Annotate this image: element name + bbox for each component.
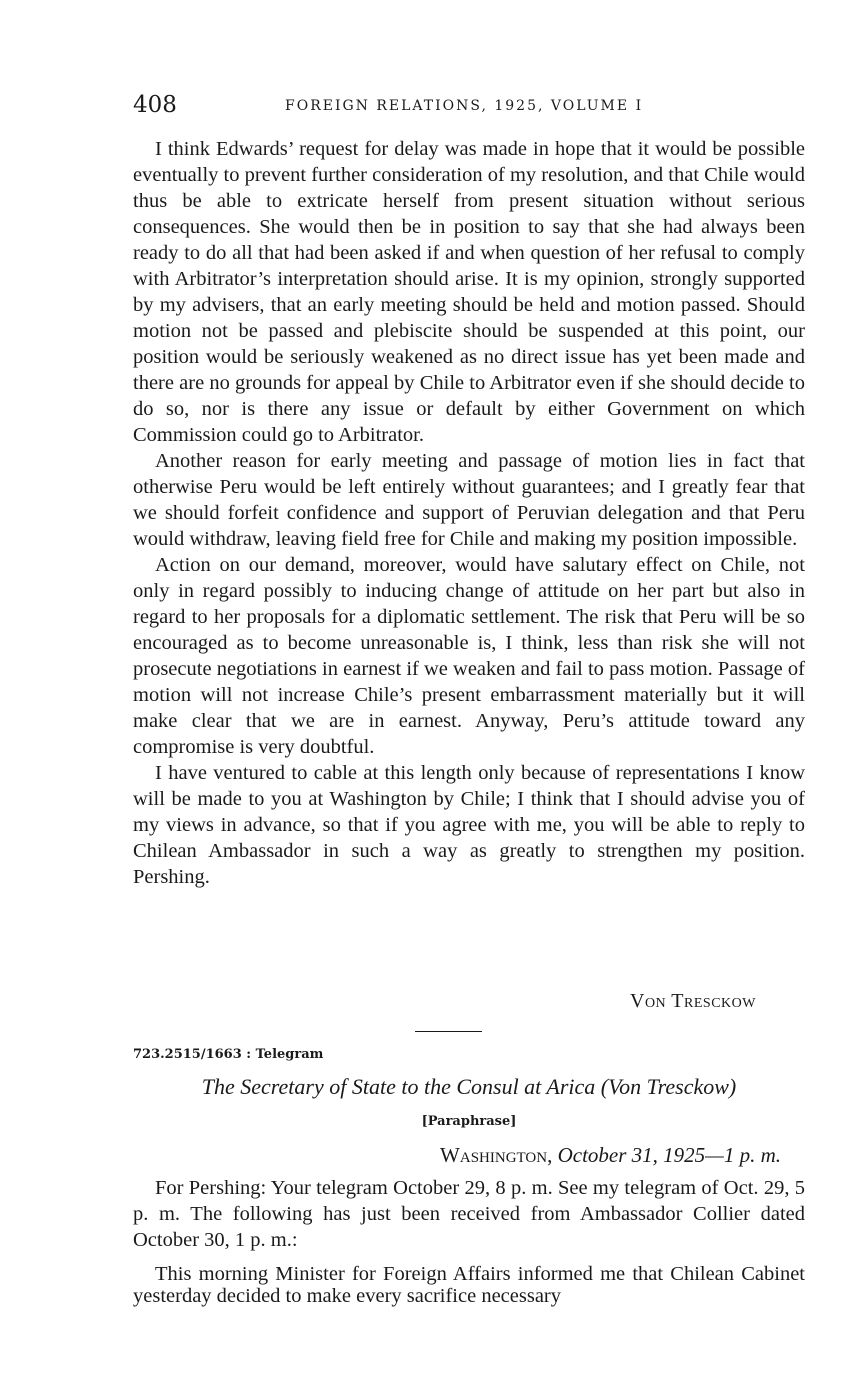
dateline-place: Washington, [440,1143,553,1167]
document-title: The Secretary of State to the Consul at Arica (Von Tresckow) [201,1074,737,1099]
paragraph: Another reason for early meeting and passage of motion lies in fact that otherwise Peru would be left entirely without guarantees; and I greatly fear that we should forfeit confidence and support of Peruvian delegation and that Peru would withdraw, leaving field free for Chile and making my position impossible. [133,450,805,550]
dateline-date: October 31, 1925—1 p. m. [557,1143,781,1167]
dateline [133,1143,781,1168]
page-header [133,92,805,122]
running-title: FOREIGN RELATIONS, 1925, VOLUME I [285,98,644,114]
paragraph: I think Edwards’ request for delay was made in hope that it would be possible eventually to prevent further consideration of my resolution, and that Chile would thus be able to extricate herself from present situation without serious consequences. She would then be in position to say that she had always been ready to do all that had been asked if and when question of her refusal to comply with Arbitrator’s interpretation should arise. It is my opinion, strongly supported by my advisers, that an early meeting should be held and motion passed. Should motion not be passed and plebiscite should be suspended at this point, our position would be seriously weakened as no direct issue has yet been made and there are no grounds for appeal by Chile to Arbitrator even if she should decide to do so, nor is there any issue or default by either Government on which Commission could go to Arbitrator. [133,138,805,446]
paragraph: For Pershing: Your telegram October 29, 8 p. m. See my telegram of Oct. 29, 5 p. m. The following has just been received from Ambassador Collier dated October 30, 1 p. m.: [133,1177,805,1251]
second-telegram-body [133,1175,805,1307]
quoted-paragraph: This morning Minister for Foreign Affairs informed me that Chilean Cabinet yesterday decided to make every sacrifice necessary [133,1263,805,1307]
page-number: 408 [133,92,177,118]
paragraph: I have ventured to cable at this length only because of representations I know will be made to you at Washington by Chile; I think that I should advise you of my views in advance, so that if you agree with me, you will be able to reply to Chilean Ambassador in such a way as greatly to strengthen my position. Pershing. [133,762,805,888]
telegram-body [133,136,805,890]
file-reference: 723.2515/1663 : Telegram [133,1047,324,1062]
signature: Von Tresckow [630,990,756,1012]
paraphrase-label: [Paraphrase] [421,1114,517,1129]
paragraph: Action on our demand, moreover, would have salutary effect on Chile, not only in regard possibly to inducing change of attitude on her part but also in regard to her proposals for a diplomatic settlement. The risk that Peru will be so encouraged as to become unreasonable is, I think, less than risk she will not prosecute negotiations in earnest if we weaken and fail to pass motion. Passage of motion will not increase Chile’s present embarrassment materially but it will make clear that we are in earnest. Anyway, Peru’s attitude toward any compromise is very doubtful. [133,554,805,758]
section-divider [415,1031,482,1032]
